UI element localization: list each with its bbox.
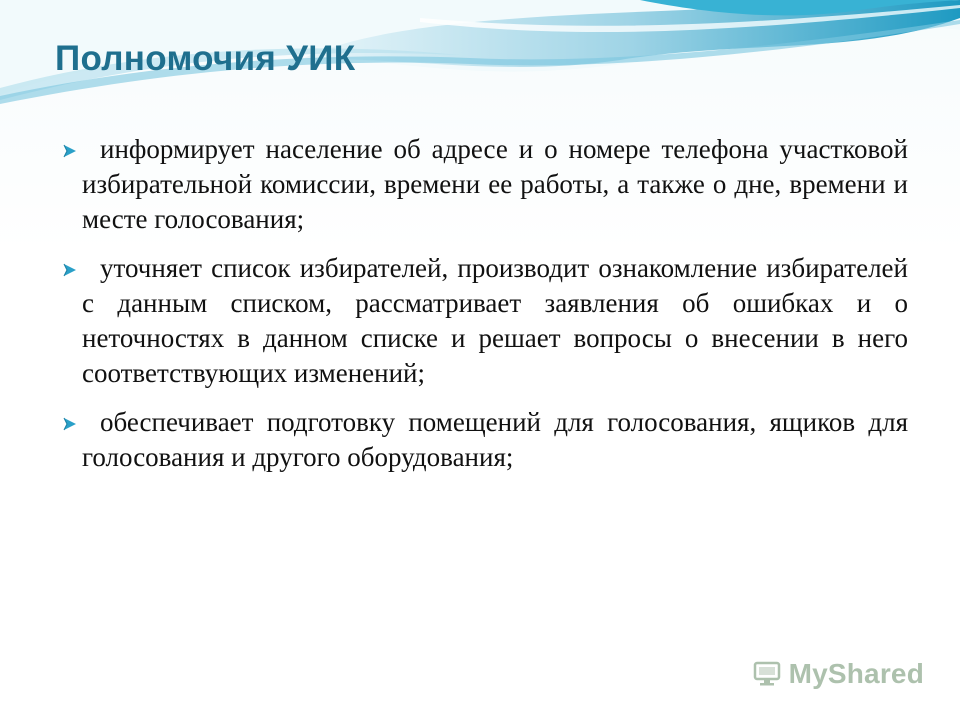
bullet-text: информирует население об адресе и о номере телефона участковой избирательной комиссии, времени ее работы, а также о дне, времени и месте голосования;	[82, 134, 908, 234]
arrow-bullet-icon	[62, 417, 78, 431]
bullet-item	[62, 405, 908, 475]
watermark-logo	[753, 658, 924, 690]
bullet-text: уточняет список избирателей, производит ознакомление избирателей с данным списком, рассматривает заявления об ошибках и о неточностях в данном списке и решает вопросы о внесении в него соответствующих изменений;	[82, 253, 908, 388]
bullet-text: обеспечивает подготовку помещений для голосования, ящиков для голосования и другого оборудования;	[82, 407, 908, 472]
monitor-icon	[753, 660, 783, 688]
bullet-item	[62, 251, 908, 391]
watermark-text: MyShared	[788, 658, 924, 689]
bullet-item	[62, 132, 908, 237]
slide-title: Полномочия УИК	[55, 39, 356, 78]
arrow-bullet-icon	[62, 144, 78, 158]
arrow-bullet-icon	[62, 263, 78, 277]
bullet-list	[62, 132, 908, 489]
